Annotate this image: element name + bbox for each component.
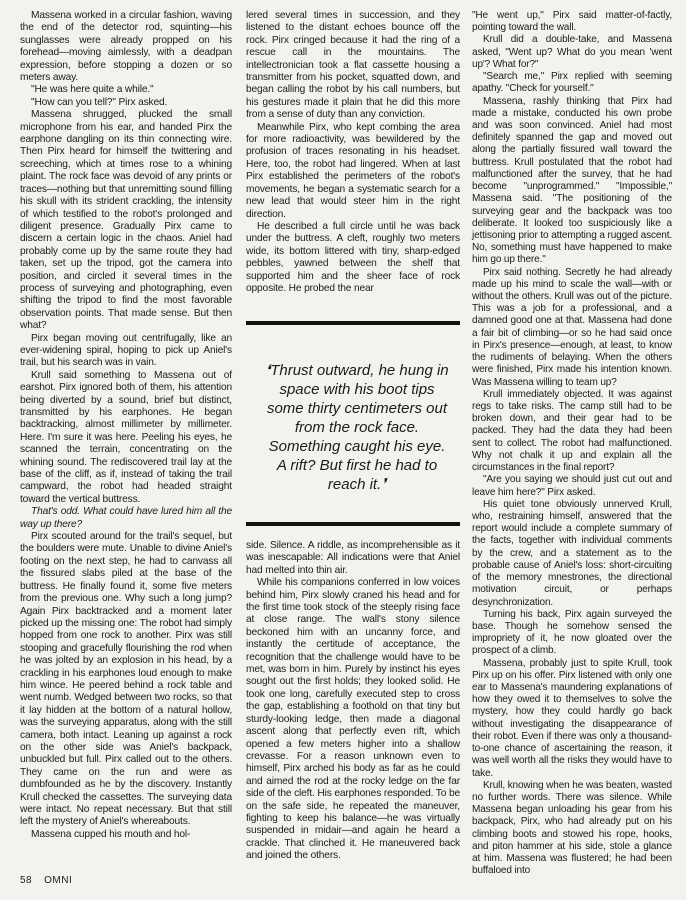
paragraph: Meanwhile Pirx, who kept combing the area for more radioactivity, was bewildered by the profusion of traces resonating in his headset. Here, too, the robot had lingered. When at last Pirx established the perimeters of the robot's movements, he began a systematic search for a new lead that would steer him in the right direction. [246, 121, 460, 220]
paragraph: Massena worked in a circular fashion, waving the end of the detector rod, squinting—his sunglasses were already propped on his forehead—moving aimlessly, with a deadpan expression, before stopping a dozen or so meters away. [20, 10, 232, 84]
column-1 [20, 10, 232, 882]
paragraph: "Are you saying we should just cut out and leave him here?" Pirx asked. [472, 474, 672, 498]
paragraph: Krull, knowing when he was beaten, wasted no further words. There was silence. While Massena began unloading his gear from his backpack, Pirx, who had already put on his climbing boots and stowed his rope, hooks, and piton hammer at his side, stole a glance at him. Massena was flustered; he had been buffaloed into [472, 779, 672, 877]
close-quote-mark: ❜ [381, 476, 387, 493]
paragraph: Pirx began moving out centrifugally, like an ever-widening spiral, hoping to pick up Aniel's trail, but his search was in vain. [20, 332, 232, 369]
paragraph: Krull did a double-take, and Massena asked, "Went up? What do you mean 'went up'? What for?" [472, 34, 672, 70]
page-number: 58 [20, 875, 33, 886]
paragraph: "He went up," Pirx said matter-of-factly, pointing toward the wall. [472, 10, 672, 34]
paragraph: Massena shrugged, plucked the small microphone from his ear, and handed Pirx the earphone dangling on its thin connecting wire. Then Pirx heard for himself the twittering and screeching, which at times rose to a whining plaint. The rock face was devoid of any prints or traces—nothing but that unremitting sound filling his skull with its strident crackling, the intensity of which testified to the robot's prolonged and diligent presence. Gradually Pirx came to discern a certain logic in the chaos. Aniel had probably come up by the same route they had taken, set up the tripod, got the camera into position, and circled it several times in the process of surveying and photographing, even shifting the tripod to find the most favorable observation points. That made sense. But then what? [20, 109, 232, 332]
pull-quote-body: Thrust outward, he hung in space with his boot tips some thirty centimeters out from the rock face. Something caught his eye. A rift? But first he had to reach it. [266, 362, 449, 493]
pull-quote-text [264, 361, 450, 494]
paragraph: Pirx scouted around for the trail's sequel, but the boulders were mute. Unable to divine Aniel's footing on the next step, he had to canvass all the fissured slabs piled at the base of the buttress. He finally found it, some five meters from the previous one. Why such a long jump? Again Pirx backtracked and a moment later picked up the missing one: The robot had simply hopped from one rock to another. Pirx was still stooping and gracefully flourishing the rod when he was jolted by an explosion in his head, by a crackling in his earphones loud enough to make him wince. He peered behind a rock table and went numb. Wedged between two rocks, so that it lay hidden at the bottom of a natural hollow, was the surveying apparatus, along with the still camera, both intact. Leaning up against a rock on the other side was Aniel's backpack, unbuckled but full. Pirx called out to the others. They came on the run and were as dumbfounded as he by the discovery. Instantly Krull checked the cassettes. The surveying data were intact. No repeat necessary. But that still left the mystery of Aniel's whereabouts. [20, 531, 232, 828]
paragraph: Massena cupped his mouth and hol- [31, 828, 191, 840]
paragraph: Pirx said nothing. Secretly he had already made up his mind to scale the wall—with or without the others. Krull was out of the picture. This was a job for a professional, and a damned good one at that. Massena had done a fair bit of climbing—or so he had said once in Pirx's presence—enough, at least, to know the rudiments of belaying. When the others were finished, Pirx made his intention known. Was Massena willing to team up? [472, 266, 672, 388]
column-2-top [246, 10, 460, 315]
pull-quote [246, 321, 460, 526]
paragraph: "He was here quite a while." [31, 84, 154, 96]
paragraph: Massena, rashly thinking that Pirx had made a mistake, conducted his own probe and was soon convinced. Aniel had most definitely spanned the gap and moved out along the partially fissured wall toward the buttress. Krull postulated that the robot had malfunctioned after the survey, that he had become "unprogrammed." "Impossible," Massena said. "The positioning of the surveying gear and the backpack was too deliberate. It looked too suspiciously like a jettisoning prior to attempting a rugged ascent. No, something must have happened to make him go up there." [472, 95, 672, 266]
column-2 [246, 10, 460, 882]
paragraph: lered several times in succession, and they listened to the distant echoes bounce off the rock. Pirx cringed because it had the ring of a rescue call in the mountains. The intellectronician took a flat cassette housing a transmitter from his pocket, squatted down, and began calling the robot by his call numbers, but his gestures made it plain that he did this more from a sense of duty than any conviction. [246, 10, 460, 121]
paragraph: Massena, probably just to spite Krull, took Pirx up on his offer. Pirx listened with only one ear to Massena's maundering explanations of how they owed it to themselves to solve the mystery, how they could hardly go back without investigating the disappearance of their robot. Even if there was only a thousand-to-one chance of ascertaining the reason, it was well worth all the risks they would have to take. [472, 657, 672, 779]
paragraph: Krull immediately objected. It was against regs to take risks. The camp still had to be broken down, and their gear had to be packed. They had the data they had been sent to collect. The robot had malfunctioned. Why not chalk it up and explain all the circumstances in the final report? [472, 388, 672, 474]
paragraph: His quiet tone obviously unnerved Krull, who, restraining himself, answered that the report would include a complete summary of the facts, together with individual comments by the crew, and a statement as to the probable cause of Aniel's loss: short-circuiting of the memory mnestrones, the directional motivation circuit, or perhaps desynchronization. [472, 498, 672, 608]
paragraph: That's odd. What could have lured him all the way up there? [20, 506, 232, 530]
paragraph: Krull said something to Massena out of earshot. Pirx ignored both of them, his attention being diverted by a sound, brief but distinct, transmitted by his earphones. He began backtracking, almost millimeter by millimeter. Here. I'm sure it was here. Peeling his eyes, he scanned the terrain, concentrating on the whining sound. The rediscovered trail lay at the base of the cliff, as if, instead of taking the trail campward, the robot had headed straight toward the vertical buttress. [20, 369, 232, 505]
paragraph: side. Silence. A riddle, as incomprehensible as it was inescapable: All indications were that Aniel had melted into thin air. [246, 540, 460, 576]
column-2-bottom [246, 540, 460, 863]
paragraph: While his companions conferred in low voices behind him, Pirx slowly craned his head and for the first time took stock of the steeply rising face at close range. The wall's stony silence beckoned him with an uncanny force, and instantly the certitude of acceptance, the recognition that the challenge would have to be met, was born in him. Purely by instinct his eyes sought out the first holds; they looked solid. He took one long, carefully executed step to cross the gap, establishing a foothold on that tiny but sturdy-looking ledge, then made a diagonal ascent along that perfectly even rift, which opened a few meters higher into a shallow crevasse. For a reason unknown even to himself, Pirx arched his body as far as he could and aimed the rod at the rocky ledge on the far side of the cleft. His earphones responded. To be on the safe side, he repeated the maneuver, fighting to keep his balance—he was virtually suspended in midair—and again he heard a crackle. That clinched it. He maneuvered back and joined the others. [246, 577, 460, 862]
open-quote-mark: ❛ [265, 362, 271, 379]
magazine-name: OMNI [44, 875, 73, 886]
folio [20, 875, 72, 886]
paragraph: He described a full circle until he was back under the buttress. A cleft, roughly two meters wide, its bottom littered with tiny, sharp-edged pebbles, yawned between the shelf that supported him and the sheer face of rock opposite. He probed the near [246, 220, 460, 294]
paragraph: Turning his back, Pirx again surveyed the base. Though he somehow sensed the impropriety of it, he now gloated over the prospect of a climb. [472, 608, 672, 657]
paragraph: "How can you tell?" Pirx asked. [31, 96, 168, 108]
column-3 [472, 10, 672, 882]
paragraph: "Search me," Pirx replied with seeming apathy. "Check for yourself." [472, 71, 672, 95]
